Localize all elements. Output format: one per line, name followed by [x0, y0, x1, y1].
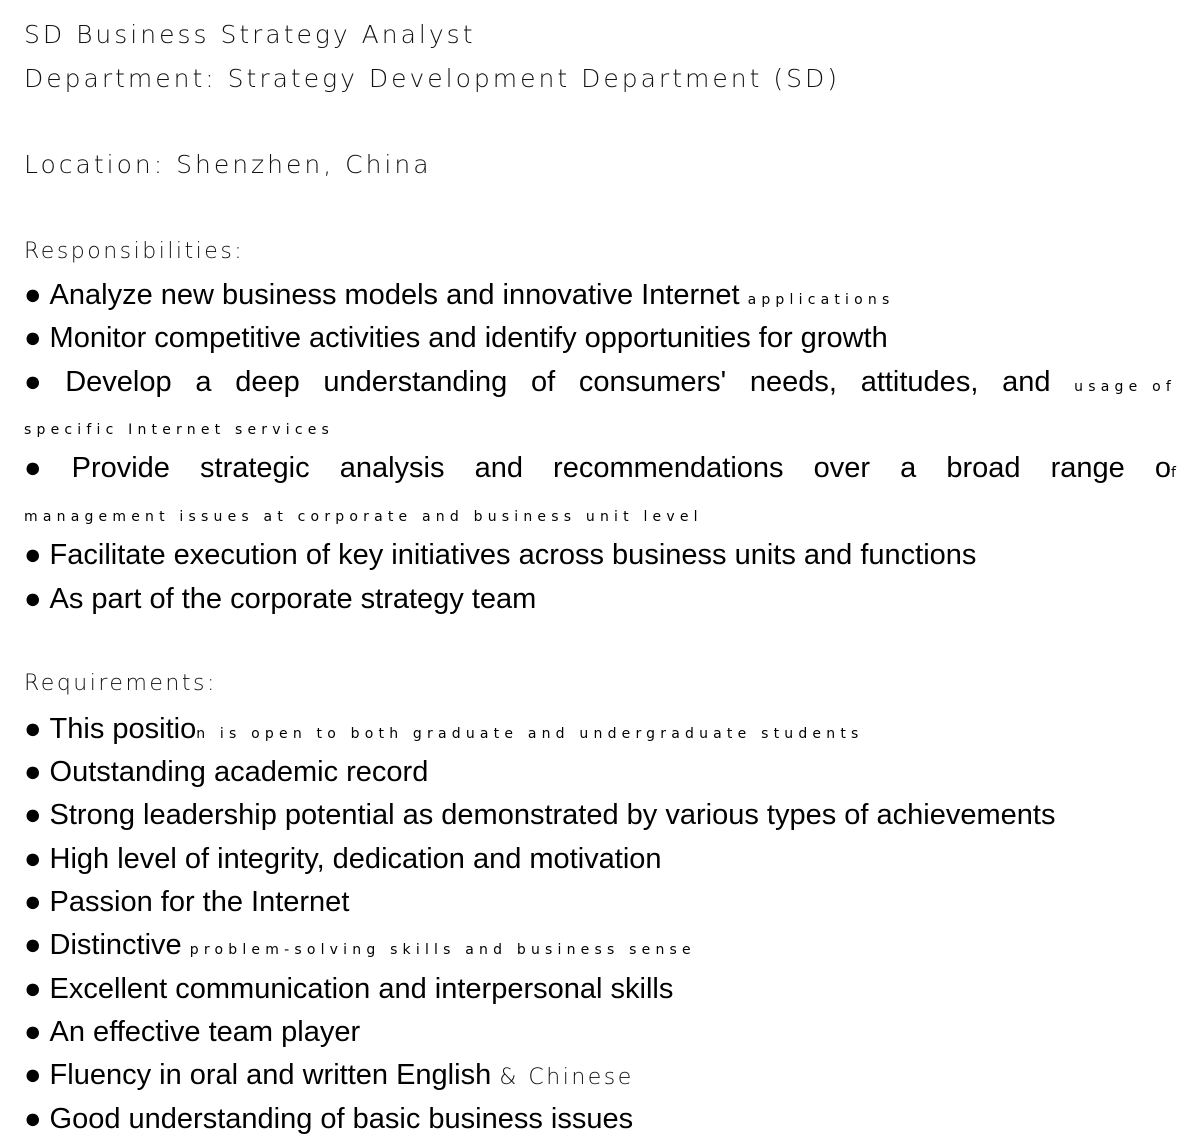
- bullet-icon: ●: [24, 799, 42, 831]
- department-line: Department: Strategy Development Department (SD): [24, 64, 840, 93]
- job-title: SD Business Strategy Analyst: [24, 20, 476, 49]
- bullet-icon: ●: [24, 322, 42, 354]
- responsibility-continuation: specific Internet services: [24, 422, 335, 438]
- responsibility-item: ● Analyze new business models and innovative Internet applications: [24, 279, 895, 311]
- requirement-item: ● Fluency in oral and written English & Chinese: [24, 1059, 634, 1091]
- bullet-icon: ●: [24, 539, 42, 571]
- responsibility-continuation: management issues at corporate and business unit level: [24, 509, 703, 525]
- responsibilities-heading: Responsibilities:: [24, 239, 245, 264]
- location-line: Location: Shenzhen, China: [24, 150, 432, 179]
- requirement-item: ● High level of integrity, dedication and motivation: [24, 843, 662, 875]
- requirement-item: ● Strong leadership potential as demonstrated by various types of achievements: [24, 799, 1056, 831]
- bullet-icon: ●: [24, 279, 42, 311]
- bullet-icon: ●: [24, 452, 42, 484]
- requirement-item: ● Good understanding of basic business issues: [24, 1103, 634, 1135]
- bullet-icon: ●: [24, 1103, 42, 1135]
- requirement-item: ● This position is open to both graduate and undergraduate students: [24, 713, 864, 745]
- bullet-icon: ●: [24, 583, 42, 615]
- bullet-icon: ●: [24, 756, 42, 788]
- responsibility-item: ● Provide strategic analysis and recommendations over a broad range of: [24, 452, 1176, 484]
- responsibility-item: ● As part of the corporate strategy team: [24, 583, 537, 615]
- bullet-icon: ●: [24, 1059, 42, 1091]
- bullet-icon: ●: [24, 973, 42, 1005]
- responsibility-item: ● Develop a deep understanding of consumers' needs, attitudes, and usage of: [24, 366, 1176, 398]
- bullet-icon: ●: [24, 843, 42, 875]
- requirement-item: ● Distinctive problem-solving skills and business sense: [24, 929, 696, 961]
- responsibility-item: ● Facilitate execution of key initiatives across business units and functions: [24, 539, 977, 571]
- requirement-item: ● Outstanding academic record: [24, 756, 429, 788]
- bullet-icon: ●: [24, 366, 42, 398]
- requirement-item: ● Passion for the Internet: [24, 886, 350, 918]
- bullet-icon: ●: [24, 713, 42, 745]
- requirement-item: ● Excellent communication and interpersonal skills: [24, 973, 674, 1005]
- requirement-item: ● An effective team player: [24, 1016, 361, 1048]
- bullet-icon: ●: [24, 886, 42, 918]
- requirements-heading: Requirements:: [24, 671, 217, 696]
- bullet-icon: ●: [24, 1016, 42, 1048]
- responsibility-item: ● Monitor competitive activities and identify opportunities for growth: [24, 322, 888, 354]
- bullet-icon: ●: [24, 929, 42, 961]
